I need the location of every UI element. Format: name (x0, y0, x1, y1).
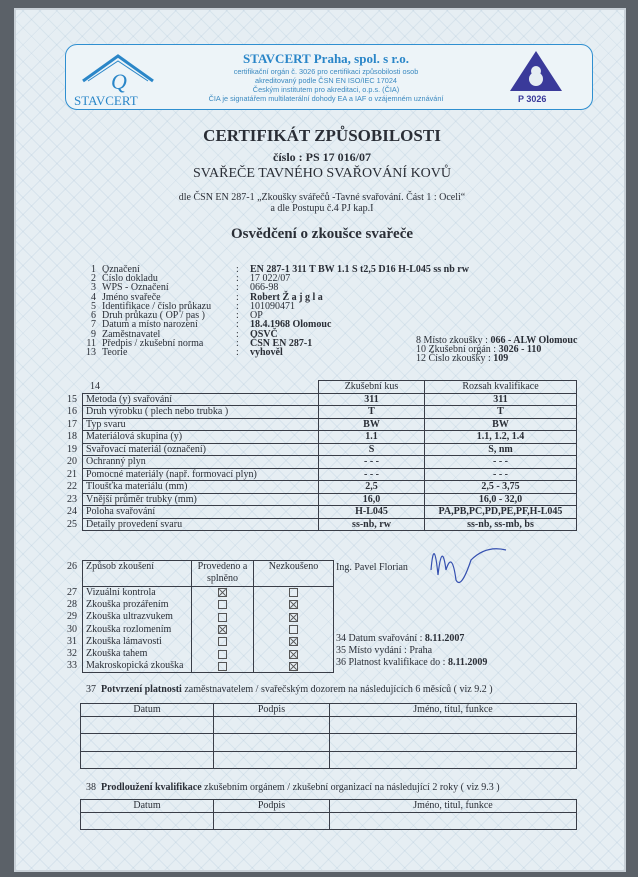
not-tested-checkbox[interactable] (289, 625, 298, 634)
row-number: 23 (67, 493, 77, 505)
row-number: 16 (67, 406, 77, 417)
column-header: Podpis (214, 704, 330, 717)
row-label: Zkouška ultrazvukem (86, 611, 173, 623)
table-row (83, 431, 577, 444)
issuer-header (65, 44, 593, 110)
field-value: vyhověl (250, 347, 283, 358)
date-value: Praha (409, 645, 433, 656)
row-label: Vizuální kontrola (86, 587, 156, 599)
field-number: 7 (91, 319, 96, 330)
field-colon: : (236, 310, 239, 321)
row-number: 17 (67, 418, 77, 430)
org-line: akreditovaný podle ČSN EN ISO/IEC 17024 (255, 76, 397, 85)
passed-checkbox[interactable] (218, 662, 227, 671)
empty-cell[interactable] (330, 734, 577, 752)
org-line: ČIA je signatářem multilaterální dohody EA a IAF o vzájemném uznávání (208, 94, 444, 103)
field-label: Druh průkazu ( OP / pas ) (102, 310, 205, 321)
empty-cell[interactable] (214, 812, 330, 830)
table-row (81, 734, 577, 752)
signature (416, 530, 556, 600)
table-row (81, 812, 577, 830)
field-number: 13 (86, 347, 96, 358)
column-header: Datum (81, 800, 214, 813)
row-label: Detaily provedení svaru (86, 518, 183, 530)
validity-confirmation-table (80, 703, 577, 769)
row-label: Svařovací materiál (označení) (86, 443, 206, 455)
table-header-row (83, 561, 334, 587)
range-value: 16,0 - 32,0 (425, 493, 577, 506)
range-value: ss-nb, ss-mb, bs (425, 518, 577, 531)
test-value: 16,0 (319, 493, 425, 506)
row-number: 22 (67, 481, 77, 492)
certificate-page (14, 8, 626, 872)
field-colon: : (236, 292, 239, 303)
passed-checkbox[interactable] (218, 613, 227, 622)
range-value: - - - (425, 456, 577, 469)
field-number: 5 (91, 301, 96, 312)
row-label: Vnější průměr trubky (mm) (86, 493, 197, 505)
field-value: 18.4.1968 Olomouc (250, 319, 332, 330)
test-value: BW (319, 418, 425, 431)
field-number: 6 (91, 310, 96, 321)
org-name: STAVCERT Praha, spol. s r.o. (243, 51, 409, 66)
test-value: 311 (319, 393, 425, 406)
date-label: 35 Místo vydání : (336, 645, 410, 656)
table-header-row (81, 800, 577, 813)
row-label: Metoda (y) svařování (86, 393, 173, 405)
field-value: 101090471 (250, 301, 295, 312)
examiner-name: Ing. Pavel Florian (336, 562, 408, 573)
field-colon: : (236, 264, 239, 275)
org-line: certifikační orgán č. 3026 pro certifikaci způsobilosti osob (233, 67, 419, 76)
column-header: Provedeno a splněno (192, 561, 254, 587)
field-value: EN 287-1 311 T BW 1.1 S t2,5 D16 H-L045 ss nb rw (250, 264, 469, 275)
field-colon: : (236, 301, 239, 312)
row-number: 19 (67, 443, 77, 455)
table-row (83, 393, 577, 406)
empty-cell[interactable] (330, 812, 577, 830)
field-number: 1 (91, 264, 96, 275)
empty-cell[interactable] (330, 716, 577, 734)
row-label: Tloušťka materiálu (mm) (86, 481, 188, 492)
empty-cell[interactable] (214, 751, 330, 769)
row-label: Zkouška rozlomením (86, 623, 172, 635)
row-label: Makroskopická zkouška (86, 660, 184, 672)
empty-cell[interactable] (214, 734, 330, 752)
empty-cell[interactable] (81, 751, 214, 769)
column-header: Jméno, titul, funkce (330, 800, 577, 813)
row-number: 24 (67, 506, 77, 517)
date-value: 8.11.2007 (424, 633, 465, 644)
empty-cell[interactable] (214, 716, 330, 734)
not-tested-checkbox[interactable] (289, 600, 298, 609)
table-row (83, 518, 577, 531)
date-label: 34 Datum svařování : (336, 633, 425, 644)
certificate-subtitle: SVAŘEČE TAVNÉHO SVAŘOVÁNÍ KOVŮ (192, 166, 452, 181)
table-header-row (81, 704, 577, 717)
row-number: 30 (67, 623, 77, 635)
field-label: Teorie (102, 347, 128, 358)
table-row (83, 468, 577, 481)
date-label: 36 Platnost kvalifikace do : (336, 657, 448, 668)
row-label: Zkouška prozářením (86, 599, 169, 611)
range-value: - - - (425, 468, 577, 481)
field-label: Číslo dokladu (102, 273, 158, 284)
accreditation-logo-icon (506, 49, 566, 93)
date-value: 8.11.2009 (447, 657, 488, 668)
test-value: 2,5 (319, 481, 425, 494)
not-tested-checkbox[interactable] (289, 637, 298, 646)
not-tested-checkbox[interactable] (289, 650, 298, 659)
field-colon: : (236, 319, 239, 330)
field-value: 17 022/07 (250, 273, 291, 284)
row-label: Ochranný plyn (86, 456, 146, 467)
norm-line: dle ČSN EN 287-1 „Zkoušky svářečů -Tavné svařování. Část 1 : Oceli“ (178, 192, 466, 203)
row-label: Zkouška tahem (86, 648, 148, 660)
passed-checkbox[interactable] (218, 625, 227, 634)
column-header: Zkušební kus (319, 381, 425, 394)
section-title: Osvědčení o zkoušce svařeče (230, 226, 414, 242)
not-tested-checkbox[interactable] (289, 662, 298, 671)
test-value: S (319, 443, 425, 456)
range-value: 311 (425, 393, 577, 406)
field-label: Identifikace / číslo průkazu (102, 301, 212, 312)
table-row (83, 443, 577, 456)
table-row (83, 587, 334, 599)
test-value: ss-nb, rw (319, 518, 425, 531)
test-value: - - - (319, 468, 425, 481)
exam-field-value: 109 (493, 353, 509, 364)
row-label: Poloha svařování (86, 506, 156, 517)
passed-checkbox[interactable] (218, 600, 227, 609)
field-colon: : (236, 282, 239, 293)
table-row (83, 493, 577, 506)
table-row (81, 716, 577, 734)
row-label: Zkouška lámavosti (86, 636, 162, 648)
table-row (83, 456, 577, 469)
test-value: T (319, 406, 425, 419)
row-number: 18 (67, 431, 77, 442)
column-header: Rozsah kvalifikace (425, 381, 577, 394)
table-row (81, 751, 577, 769)
stavcert-logo-icon (78, 51, 158, 93)
qualification-table (67, 380, 577, 531)
column-header: Podpis (214, 800, 330, 813)
range-value: T (425, 406, 577, 419)
table-row (83, 660, 334, 672)
table-row (83, 623, 334, 635)
field-number: 2 (91, 273, 96, 284)
field-colon: : (236, 338, 239, 349)
table-row (83, 418, 577, 431)
field-colon: : (236, 329, 239, 340)
empty-cell[interactable] (81, 734, 214, 752)
field-value: OP (250, 310, 263, 321)
table-row (83, 506, 577, 519)
row-number: 20 (67, 456, 77, 467)
row-number: 27 (67, 587, 77, 599)
extension-table (80, 799, 577, 830)
field-value: 066-98 (250, 282, 279, 293)
passed-checkbox[interactable] (218, 650, 227, 659)
row-number: 26 (67, 561, 77, 572)
row-label: Druh výrobku ( plech nebo trubka ) (86, 406, 229, 417)
logo-text: STAVCERT (74, 93, 138, 108)
range-value: S, nm (425, 443, 577, 456)
exam-field-label: 10 Zkušební orgán : (416, 344, 499, 355)
row-number: 28 (67, 599, 77, 611)
row-number: 21 (67, 468, 77, 480)
org-line: Českým institutem pro akreditaci, o.p.s. (ČIA) (252, 85, 400, 94)
field-label: Jméno svařeče (102, 292, 161, 303)
test-value: 1.1 (319, 431, 425, 444)
field-label: WPS - Označení (102, 282, 169, 293)
table-row (83, 636, 334, 648)
row-label: Typ svaru (86, 418, 126, 430)
date-field (336, 633, 464, 644)
column-header: Jméno, titul, funkce (330, 704, 577, 717)
field-value: OSVČ (250, 329, 278, 340)
field-colon: : (236, 347, 239, 358)
passed-checkbox[interactable] (218, 588, 227, 597)
certificate-number: číslo : PS 17 016/07 (273, 150, 371, 164)
table-row (83, 406, 577, 419)
passed-checkbox[interactable] (218, 637, 227, 646)
field-label: Označení (102, 264, 140, 275)
row-number: 31 (67, 636, 77, 648)
range-value: PA,PB,PC,PD,PE,PF,H-L045 (425, 506, 577, 519)
section-37: 37 Potvrzení platnosti zaměstnavatelem / svařečským dozorem na následujících 6 měsíců ( viz 9.2 ) (86, 684, 493, 695)
date-field (336, 645, 432, 656)
field-value: ČSN EN 287-1 (250, 338, 313, 349)
table-row (83, 611, 334, 623)
row-number: 32 (67, 648, 77, 660)
range-value: BW (425, 418, 577, 431)
test-value: - - - (319, 456, 425, 469)
field-number: 4 (91, 292, 96, 303)
section-38: 38 Prodloužení kvalifikace zkušebním orgánem / zkušební organizací na následující 2 roky ( viz 9.3 ) (86, 782, 500, 793)
svg-text:Q: Q (111, 69, 127, 93)
accreditation-badge: P 3026 (518, 94, 547, 104)
date-field (336, 657, 487, 668)
field-label: Zaměstnavatel (102, 329, 161, 340)
row-number: 15 (67, 393, 77, 405)
field-value: Robert Ž a j g l a (250, 292, 323, 303)
table-row (83, 481, 577, 494)
test-methods-table (67, 560, 334, 673)
row-label: Pomocné materiály (např. formovací plyn) (86, 468, 257, 480)
field-number: 3 (91, 282, 96, 293)
norm-line: a dle Postupu č.4 PJ kap.I (270, 203, 374, 214)
not-tested-checkbox[interactable] (289, 588, 298, 597)
empty-cell[interactable] (81, 812, 214, 830)
exam-field-label: 12 Číslo zkoušky : (416, 353, 494, 364)
not-tested-checkbox[interactable] (289, 613, 298, 622)
table-header-row (83, 381, 577, 394)
test-value: H-L045 (319, 506, 425, 519)
exam-field (416, 353, 508, 364)
empty-cell[interactable] (330, 751, 577, 769)
row-label: Materiálová skupina (y) (86, 431, 183, 442)
empty-cell[interactable] (81, 716, 214, 734)
exam-field-value: 066 - ALW Olomouc (490, 335, 578, 346)
field-label: Předpis / zkušební norma (102, 338, 204, 349)
table-row (83, 648, 334, 660)
table-row (83, 599, 334, 611)
certificate-title: CERTIFIKÁT ZPŮSOBILOSTI (203, 126, 441, 145)
field-number: 11 (86, 338, 96, 349)
range-value: 2,5 - 3,75 (425, 481, 577, 494)
row-number: 29 (67, 611, 77, 623)
column-header: Způsob zkoušení (86, 561, 155, 572)
column-header: Datum (81, 704, 214, 717)
exam-field-label: 8 Místo zkoušky : (416, 335, 491, 346)
exam-field-value: 3026 - 110 (498, 344, 542, 355)
field-number: 9 (91, 329, 96, 340)
row-number: 33 (67, 660, 77, 672)
column-header: Nezkoušeno (254, 561, 334, 587)
row-number: 14 (90, 381, 100, 392)
range-value: 1.1, 1.2, 1.4 (425, 431, 577, 444)
field-label: Datum a místo narození (102, 319, 198, 330)
field-colon: : (236, 273, 239, 284)
row-number: 25 (67, 518, 77, 530)
